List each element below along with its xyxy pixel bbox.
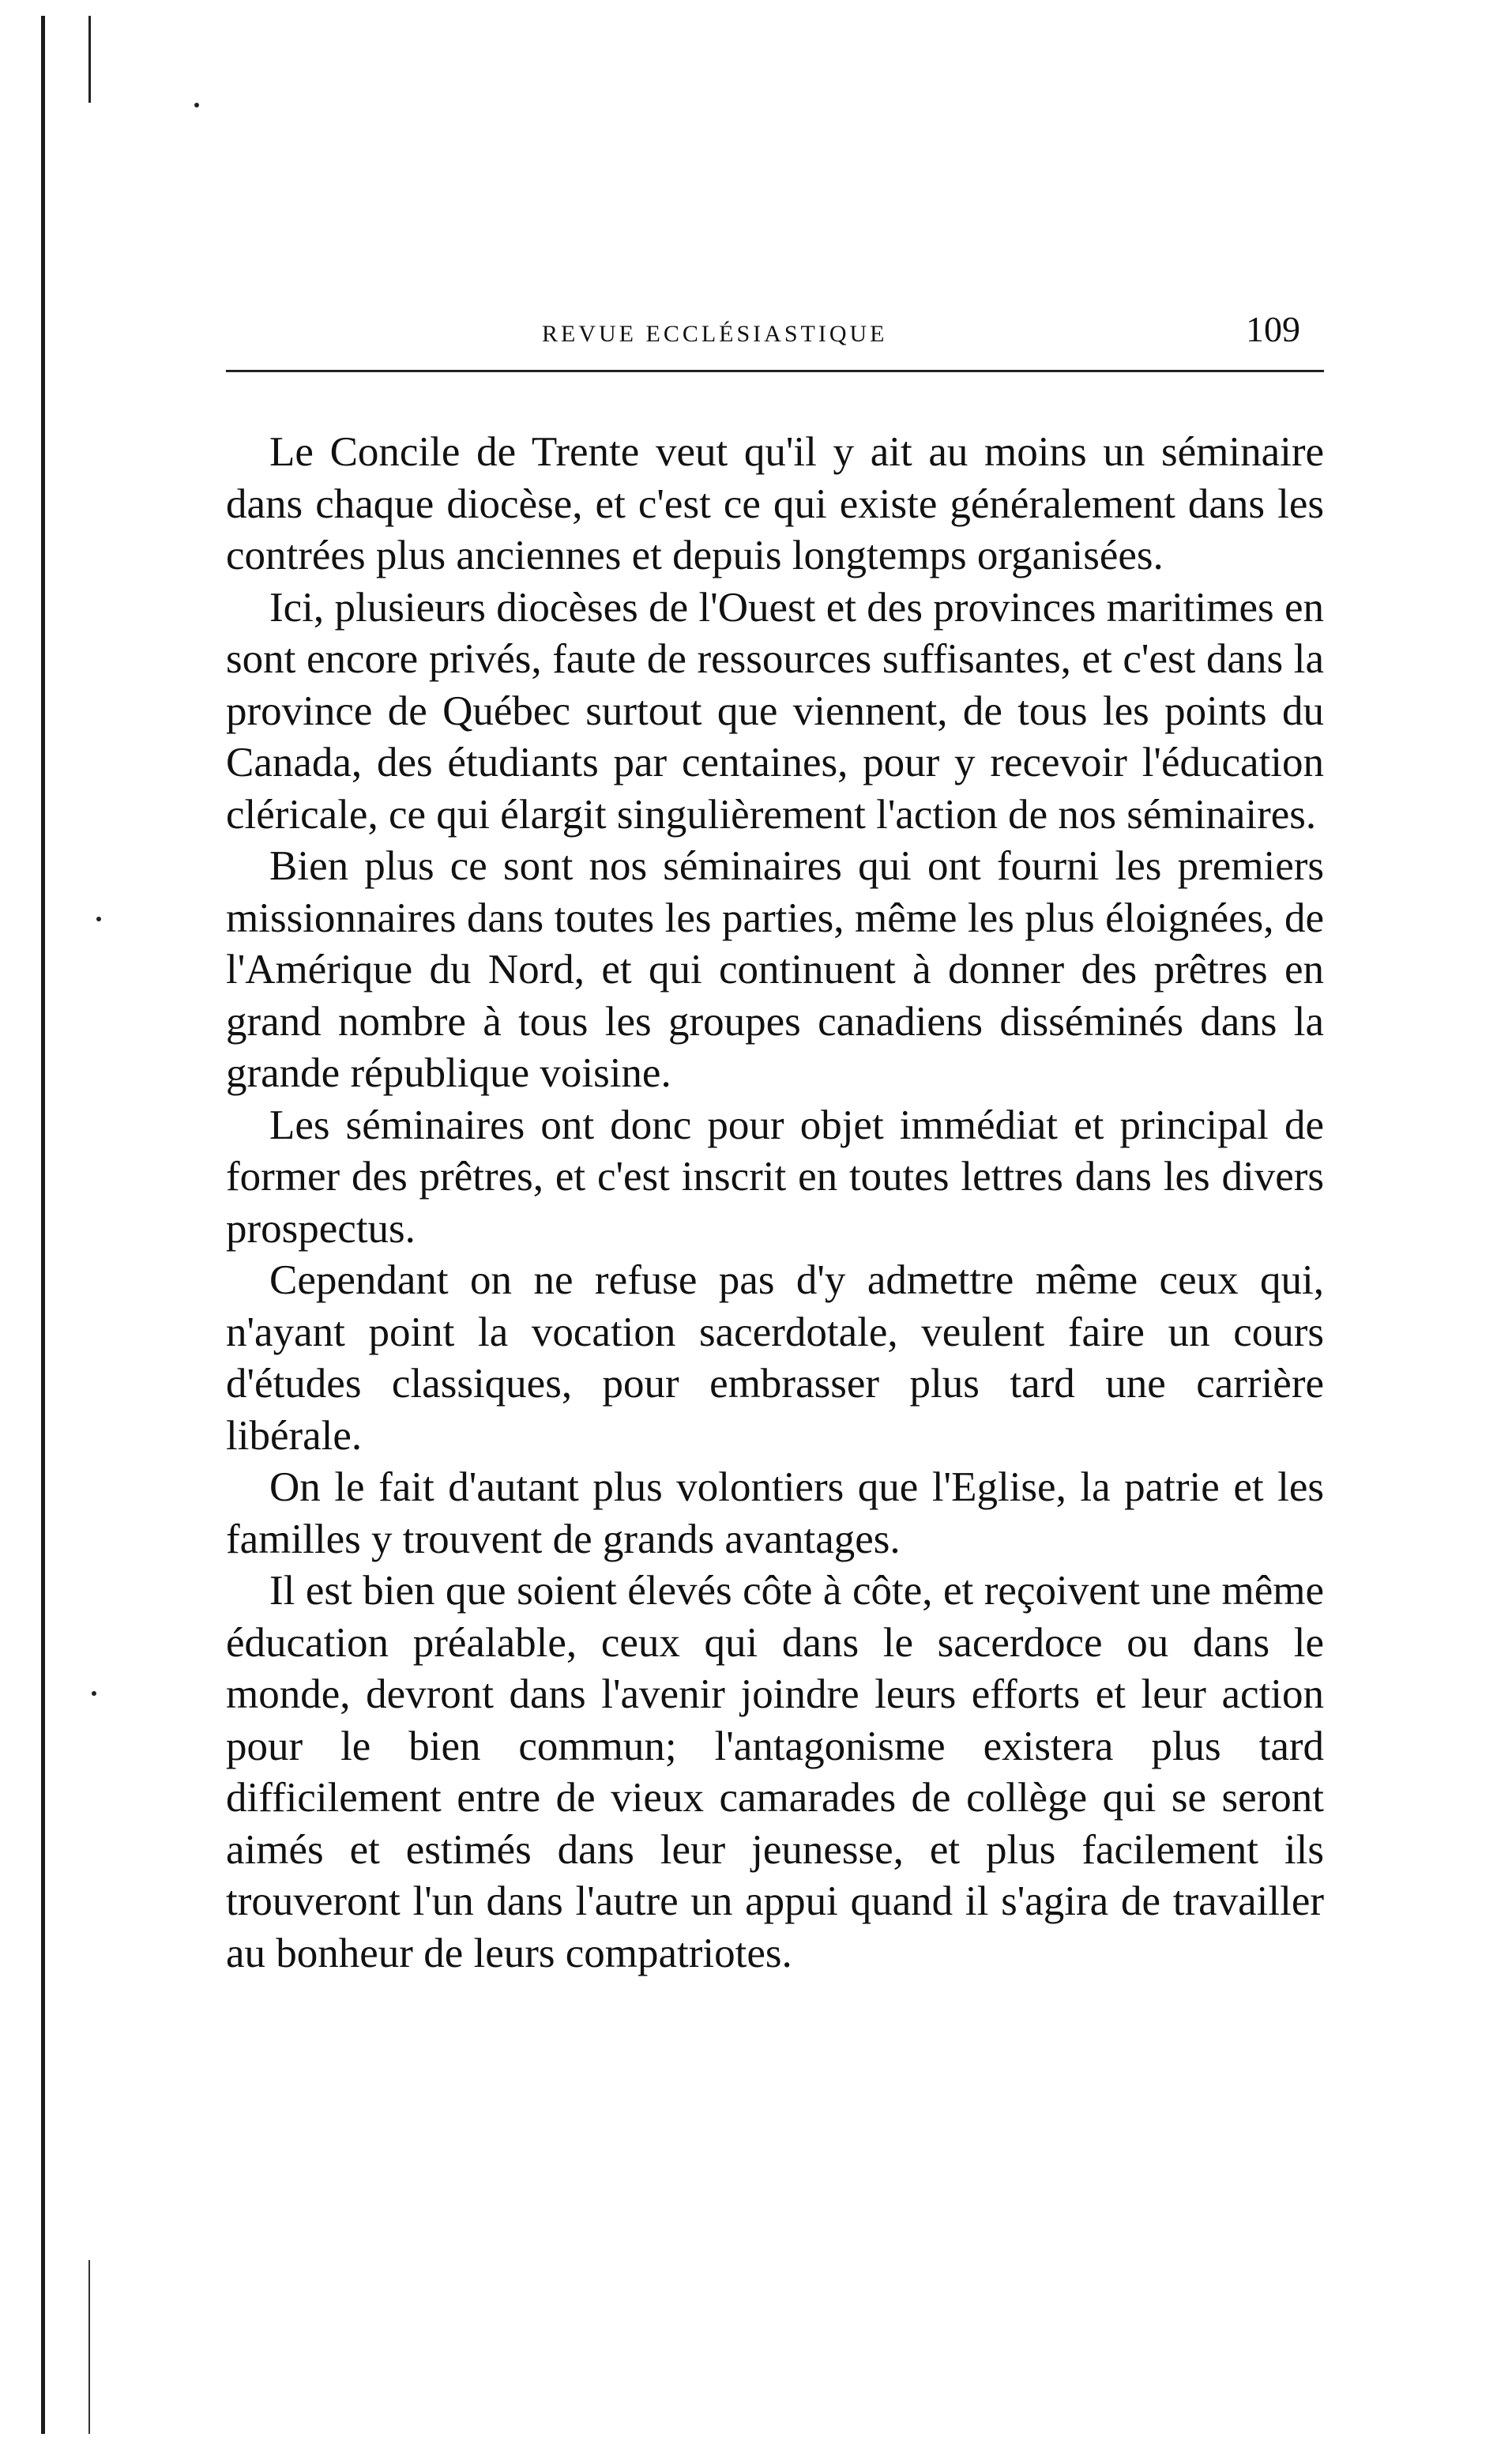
paragraph: Ici, plusieurs diocèses de l'Ouest et des provinces maritimes en sont encore privés, faute de ressources suffisantes, et c'est dans la province de Québec surtout que viennent, de tous les points du Canada, des étudiants par centaines, pour y recevoir l'éducation cléricale, ce qui élargit singulièrement l'action de nos séminaires.: [226, 584, 1324, 838]
body-text: [226, 427, 1324, 1980]
header-rule: [226, 370, 1324, 372]
scan-edge-left: [41, 16, 45, 2434]
paragraph: Bien plus ce sont nos séminaires qui ont fourni les premiers missionnaires dans toutes les parties, même les plus éloignées, de l'Amérique du Nord, et qui continuent à donner des prêtres en grand nombre à tous les groupes canadiens disséminés dans la grande république voisine.: [226, 843, 1324, 1096]
paragraph: On le fait d'autant plus volontiers que l'Eglise, la patrie et les familles y trouvent de grands avantages.: [226, 1464, 1324, 1562]
scan-speck: [194, 103, 199, 107]
paragraph: Le Concile de Trente veut qu'il y ait au moins un séminaire dans chaque diocèse, et c'est ce qui existe généralement dans les contrées plus anciennes et depuis longtemps organisées.: [226, 429, 1324, 578]
scan-edge-mark-bottom: [88, 2260, 90, 2434]
page-header: [226, 300, 1332, 371]
scan-speck: [96, 917, 101, 921]
paragraph: Les séminaires ont donc pour objet immédiat et principal de former des prêtres, et c'est inscrit en toutes lettres dans les divers prospectus.: [226, 1102, 1324, 1252]
book-page: [226, 300, 1332, 1976]
page-number: 109: [1246, 309, 1300, 349]
paragraph: Il est bien que soient élevés côte à côte, et reçoivent une même éducation préalable, ceux qui dans le sacerdoce ou dans le monde, devront dans l'avenir joindre leurs efforts et leur action pour le bien commun; l'antagonisme existera plus tard difficilement entre de vieux camarades de collège qui se seront aimés et estimés dans leur jeunesse, et plus facilement ils trouveront l'un dans l'autre un appui quand il s'agira de travailler au bonheur de leurs compatriotes.: [226, 1568, 1324, 1976]
paragraph: Cependant on ne refuse pas d'y admettre même ceux qui, n'ayant point la vocation sacerdotale, veulent faire un cours d'études classiques, pour embrasser plus tard une carrière libérale.: [226, 1257, 1324, 1459]
scan-speck: [92, 1691, 96, 1696]
running-head: REVUE ECCLÉSIASTIQUE: [542, 321, 888, 347]
scan-edge-mark-top: [88, 16, 91, 103]
